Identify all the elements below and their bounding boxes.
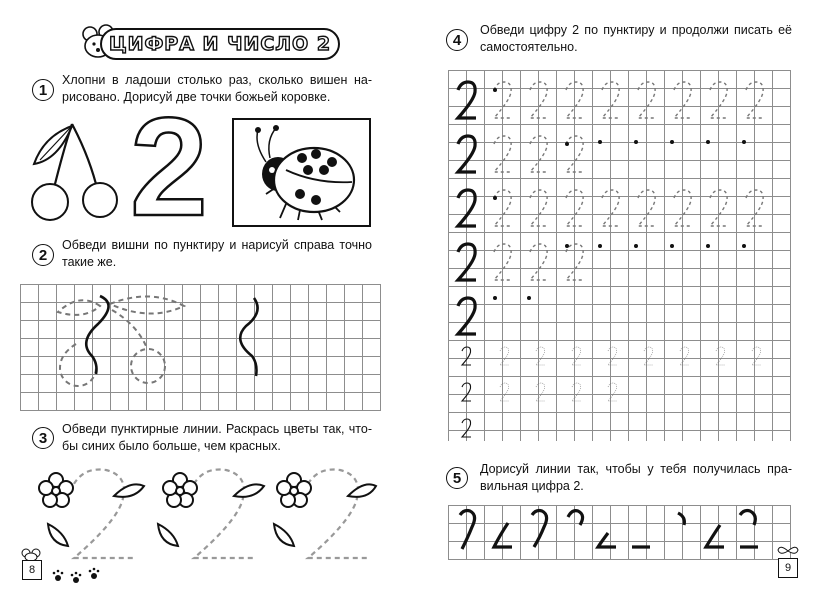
task-3-text: Обведи пунктирные линии. Раскрась цветы так, чтобы синих было больше, чем красных.: [62, 422, 372, 453]
digit-two-fragments: [448, 505, 791, 560]
task-number-2: 2: [32, 244, 54, 266]
bow-corner-icon: [776, 544, 800, 558]
task-number-1: 1: [32, 79, 54, 101]
page-number-right: 9: [778, 558, 798, 578]
traced-cherries: [20, 284, 381, 411]
task-number-3: 3: [32, 427, 54, 449]
page-title: ЦИФРА И ЧИСЛО 2: [100, 28, 340, 60]
cherries-illustration: [28, 118, 128, 228]
task-4-text: Обведи цифру 2 по пунктиру и продолжи писать её самостоятельно.: [480, 23, 792, 54]
task-number-5: 5: [446, 467, 468, 489]
paw-prints-icon: [50, 566, 106, 586]
task-5-text: Дорисуй линии так, чтобы у тебя получилась правильная цифра 2.: [480, 462, 792, 493]
ladybug-illustration: [236, 122, 366, 222]
flowers-and-twos: [30, 462, 380, 572]
task-number-4: 4: [446, 29, 468, 51]
digit-two-tracing-rows: [448, 70, 791, 441]
mouse-corner-icon: [20, 547, 42, 561]
big-digit-two: 2: [130, 88, 208, 245]
task-1-text: Хлопни в ладоши столько раз, сколько вишен нарисовано. Дорисуй две точки божьей коровке.: [62, 73, 372, 104]
page-number-left: 8: [22, 560, 42, 580]
task-2-text: Обведи вишни по пунктиру и нарисуй справа точно такие же.: [62, 238, 372, 269]
